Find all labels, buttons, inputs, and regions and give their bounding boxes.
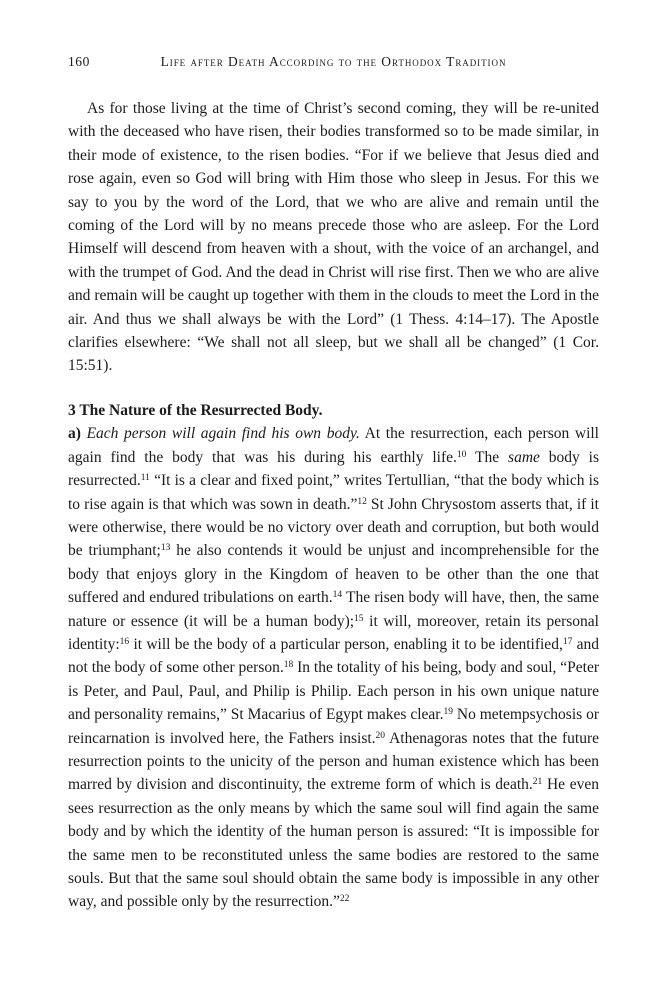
text-run: No metempsychosis or reincarnation is involved here, the Fathers insist. [68, 706, 599, 747]
text-run: it will, moreover, retain its personal identity: [68, 612, 599, 653]
page-body [68, 97, 599, 914]
footnote-ref: 15 [354, 613, 364, 624]
footnote-ref: 16 [119, 636, 130, 647]
section-heading: 3 The Nature of the Resurrected Body. [68, 401, 323, 419]
text-run: The risen body will have, then, the same nature or essence (it will be a human body); [68, 589, 599, 630]
text-run: it will be the body of a particular person, enabling it to be identified, [129, 635, 563, 653]
text-run: same [508, 448, 540, 466]
footnote-ref: 17 [562, 636, 573, 647]
text-run: As for those living at the time of Christ’s second coming, they will be re-united with the deceased who have risen, their bodies transformed so to be made similar, in their mode of existence, to the risen bodies. “For if we believe that Jesus died and rose again, even so God will bring with Him those who sleep in Jesus. For this we say to you by the word of the Lord, that we who are alive and remain until the coming of the Lord will by no means precede those who are asleep. For the Lord Himself will descend from heaven with a shout, with the voice of an archangel, and with the trumpet of God. And the dead in Christ will rise first. Then we who are alive and remain will be caught up together with them in the clouds to meet the Lord in the air. And thus we shall always be with the Lord” (1 Thess. 4:14–17). The Apostle clarifies elsewhere: “We shall not all sleep, but we shall all be changed” (1 Cor. 15:51). [68, 100, 599, 375]
text-run: He even sees resurrection as the only means by which the same soul will find again the same body and by which the identity of the human person is assured: “It is impossible for the same men to be reconstituted unless the same bodies are restored to the same souls. But that the same soul should obtain the same body is impossible in any other way, and possible only by the resurrection.” [68, 776, 599, 911]
text-run: Athenagoras notes that the future resurrection points to the unicity of the person and human existence which has been marred by division and discontinuity, the extreme form of which is death. [68, 729, 599, 794]
text-run: “It is a clear and fixed point,” writes Tertullian, “that the body which is to rise again is that which was sown in death.” [68, 472, 599, 513]
page-header [68, 54, 599, 70]
footnote-ref: 10 [456, 449, 467, 460]
text-run: In the totality of his being, body and soul, “Peter is Peter, and Paul, Paul, and Philip is Philip. Each person in his own unique nature and personality remains,” St Macarius of Egypt makes clear. [68, 659, 600, 724]
footnote-ref: 12 [357, 496, 367, 507]
footnote-ref: 22 [339, 894, 350, 905]
text-run: body is resurrected. [68, 448, 600, 490]
page-number: 160 [68, 54, 90, 69]
paragraph-second-coming [68, 97, 599, 378]
footnote-ref: 14 [332, 590, 343, 601]
footnote-ref: 21 [532, 777, 543, 788]
footnote-ref: 19 [443, 707, 453, 718]
text-run: Each person will again find his own body. [86, 425, 360, 443]
text-run: he also contends it would be unjust and incomprehensible for the body that enjoys glory in the Kingdom of heaven to be other than the one that suffered and endured tribulations on earth. [68, 542, 599, 607]
running-title: Life after Death According to the Orthodox Tradition [160, 54, 507, 69]
footnote-ref: 20 [375, 730, 386, 741]
footnote-ref: 18 [283, 660, 294, 671]
text-run: a) [68, 425, 87, 443]
text-run: At the resurrection, each person will again find the body that was his during his earthly life. [68, 425, 599, 466]
paragraph-resurrected-body [68, 422, 599, 914]
text-run: St John Chrysostom asserts that, if it were otherwise, there would be no victory over death and corruption, but both would be triumphant; [68, 495, 599, 560]
text-run: The [466, 448, 509, 466]
footnote-ref: 11 [140, 473, 150, 484]
footnote-ref: 13 [160, 543, 171, 554]
text-run: and not the body of some other person. [68, 635, 599, 677]
